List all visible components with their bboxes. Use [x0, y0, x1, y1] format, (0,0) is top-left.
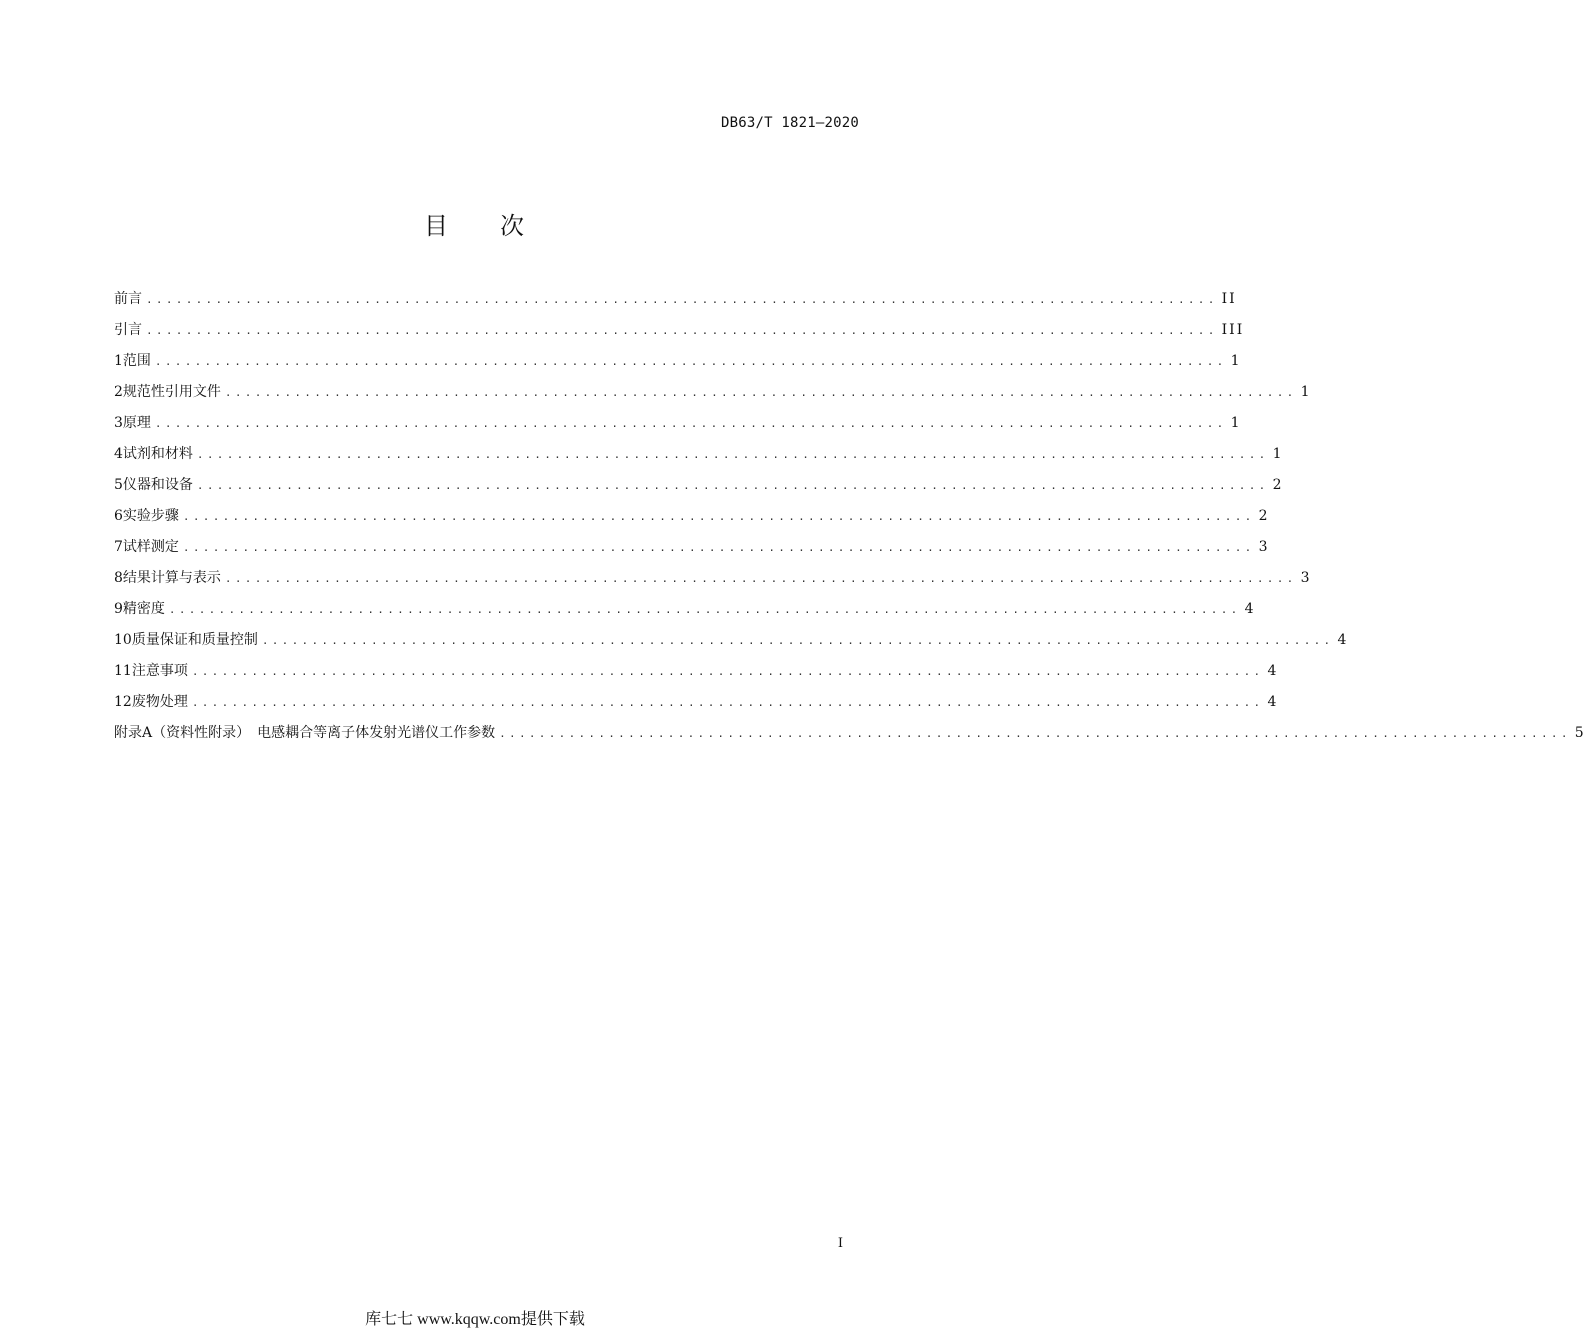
toc-entry-page: 4	[1244, 601, 1256, 617]
toc-leader-dots: ............................................................................................................	[261, 634, 1334, 647]
page-number: I	[837, 1236, 843, 1251]
toc-entry-page: 5	[1574, 725, 1586, 741]
toc-entry-appendix-a[interactable]	[114, 722, 1586, 753]
toc-entry-number: 4	[114, 446, 123, 462]
toc-entry-1[interactable]	[114, 350, 1242, 381]
toc-entry-label: 引言	[114, 322, 142, 338]
toc-leader-dots: ............................................................................................................	[191, 665, 1264, 678]
toc-entry-label: 仪器和设备	[122, 477, 193, 493]
toc-leader-dots: ............................................................................................................	[182, 541, 1255, 554]
toc-leader-dots: ............................................................................................................	[154, 355, 1227, 368]
toc-entry-7[interactable]	[114, 536, 1270, 567]
toc-entry-number: 3	[114, 415, 123, 431]
toc-entry-label: 附录A（资料性附录） 电感耦合等离子体发射光谱仪工作参数	[114, 725, 496, 741]
toc-entry-label: 试样测定	[122, 539, 179, 555]
toc-leader-dots: ............................................................................................................	[224, 386, 1297, 399]
toc-leader-dots: ............................................................................................................	[224, 572, 1297, 585]
toc-entry-10[interactable]	[114, 629, 1349, 660]
toc-leader-dots: ............................................................................................................	[499, 727, 1571, 740]
toc-entry-number: 9	[114, 601, 123, 617]
title-char-1: 目	[424, 212, 450, 240]
toc-entry-page: 3	[1300, 570, 1312, 586]
toc-entry-label: 范围	[122, 353, 151, 369]
toc-entry-page: 4	[1267, 663, 1279, 679]
toc-entry-8[interactable]	[114, 567, 1312, 598]
toc-entry-page: 2	[1258, 508, 1270, 524]
toc-leader-dots: ............................................................................................................	[191, 696, 1264, 709]
toc-entry-introduction[interactable]	[114, 319, 1245, 350]
toc-entry-label: 注意事项	[131, 663, 188, 679]
toc-entry-label: 结果计算与表示	[122, 570, 221, 586]
toc-entry-label: 前言	[114, 291, 142, 307]
toc-entry-9[interactable]	[114, 598, 1256, 629]
toc-entry-label: 试剂和材料	[122, 446, 193, 462]
toc-leader-dots: ............................................................................................................	[196, 448, 1269, 461]
toc-leader-dots: ............................................................................................................	[182, 510, 1255, 523]
toc-entry-page: III	[1221, 322, 1245, 338]
title-char-2: 次	[500, 212, 526, 240]
toc-entry-number: 5	[114, 477, 123, 493]
toc-entry-2[interactable]	[114, 381, 1312, 412]
toc-leader-dots: ............................................................................................................	[146, 293, 1218, 306]
toc-entry-label: 精密度	[122, 601, 165, 617]
toc-entry-number: 1	[114, 353, 123, 369]
toc-entry-number: 11	[114, 663, 132, 679]
toc-entry-label: 规范性引用文件	[122, 384, 221, 400]
toc-entry-3[interactable]	[114, 412, 1242, 443]
toc-leader-dots: ............................................................................................................	[196, 479, 1269, 492]
toc-entry-page: 4	[1337, 632, 1349, 648]
toc-entry-number: 10	[114, 632, 132, 648]
toc-leader-dots: ............................................................................................................	[146, 324, 1218, 337]
page-title	[0, 206, 950, 241]
toc-entry-label: 质量保证和质量控制	[131, 632, 258, 648]
toc-entry-4[interactable]	[114, 443, 1284, 474]
toc-entry-page: 1	[1300, 384, 1312, 400]
toc-entry-page: 1	[1272, 446, 1284, 462]
toc-entry-page: 1	[1230, 415, 1242, 431]
toc-entry-number: 2	[114, 384, 123, 400]
toc-leader-dots: ............................................................................................................	[168, 603, 1241, 616]
toc-leader-dots: ............................................................................................................	[154, 417, 1227, 430]
toc-entry-label: 原理	[122, 415, 151, 431]
toc-entry-label: 实验步骤	[122, 508, 179, 524]
toc-entry-page: 1	[1230, 353, 1242, 369]
toc-entry-number: 12	[114, 694, 132, 710]
toc-entry-number: 6	[114, 508, 123, 524]
table-of-contents	[114, 288, 1586, 753]
toc-entry-foreword[interactable]	[114, 288, 1237, 319]
toc-entry-6[interactable]	[114, 505, 1270, 536]
toc-entry-page: 3	[1258, 539, 1270, 555]
toc-entry-11[interactable]	[114, 660, 1279, 691]
toc-entry-number: 8	[114, 570, 123, 586]
toc-entry-number: 7	[114, 539, 123, 555]
toc-entry-5[interactable]	[114, 474, 1284, 505]
document-code: DB63/T 1821—2020	[720, 115, 859, 131]
download-source-note: 库七七 www.kqqw.com提供下载	[365, 1311, 585, 1328]
toc-entry-page: II	[1221, 291, 1237, 307]
toc-entry-12[interactable]	[114, 691, 1279, 722]
toc-entry-page: 2	[1272, 477, 1284, 493]
toc-entry-page: 4	[1267, 694, 1279, 710]
toc-entry-label: 废物处理	[131, 694, 188, 710]
